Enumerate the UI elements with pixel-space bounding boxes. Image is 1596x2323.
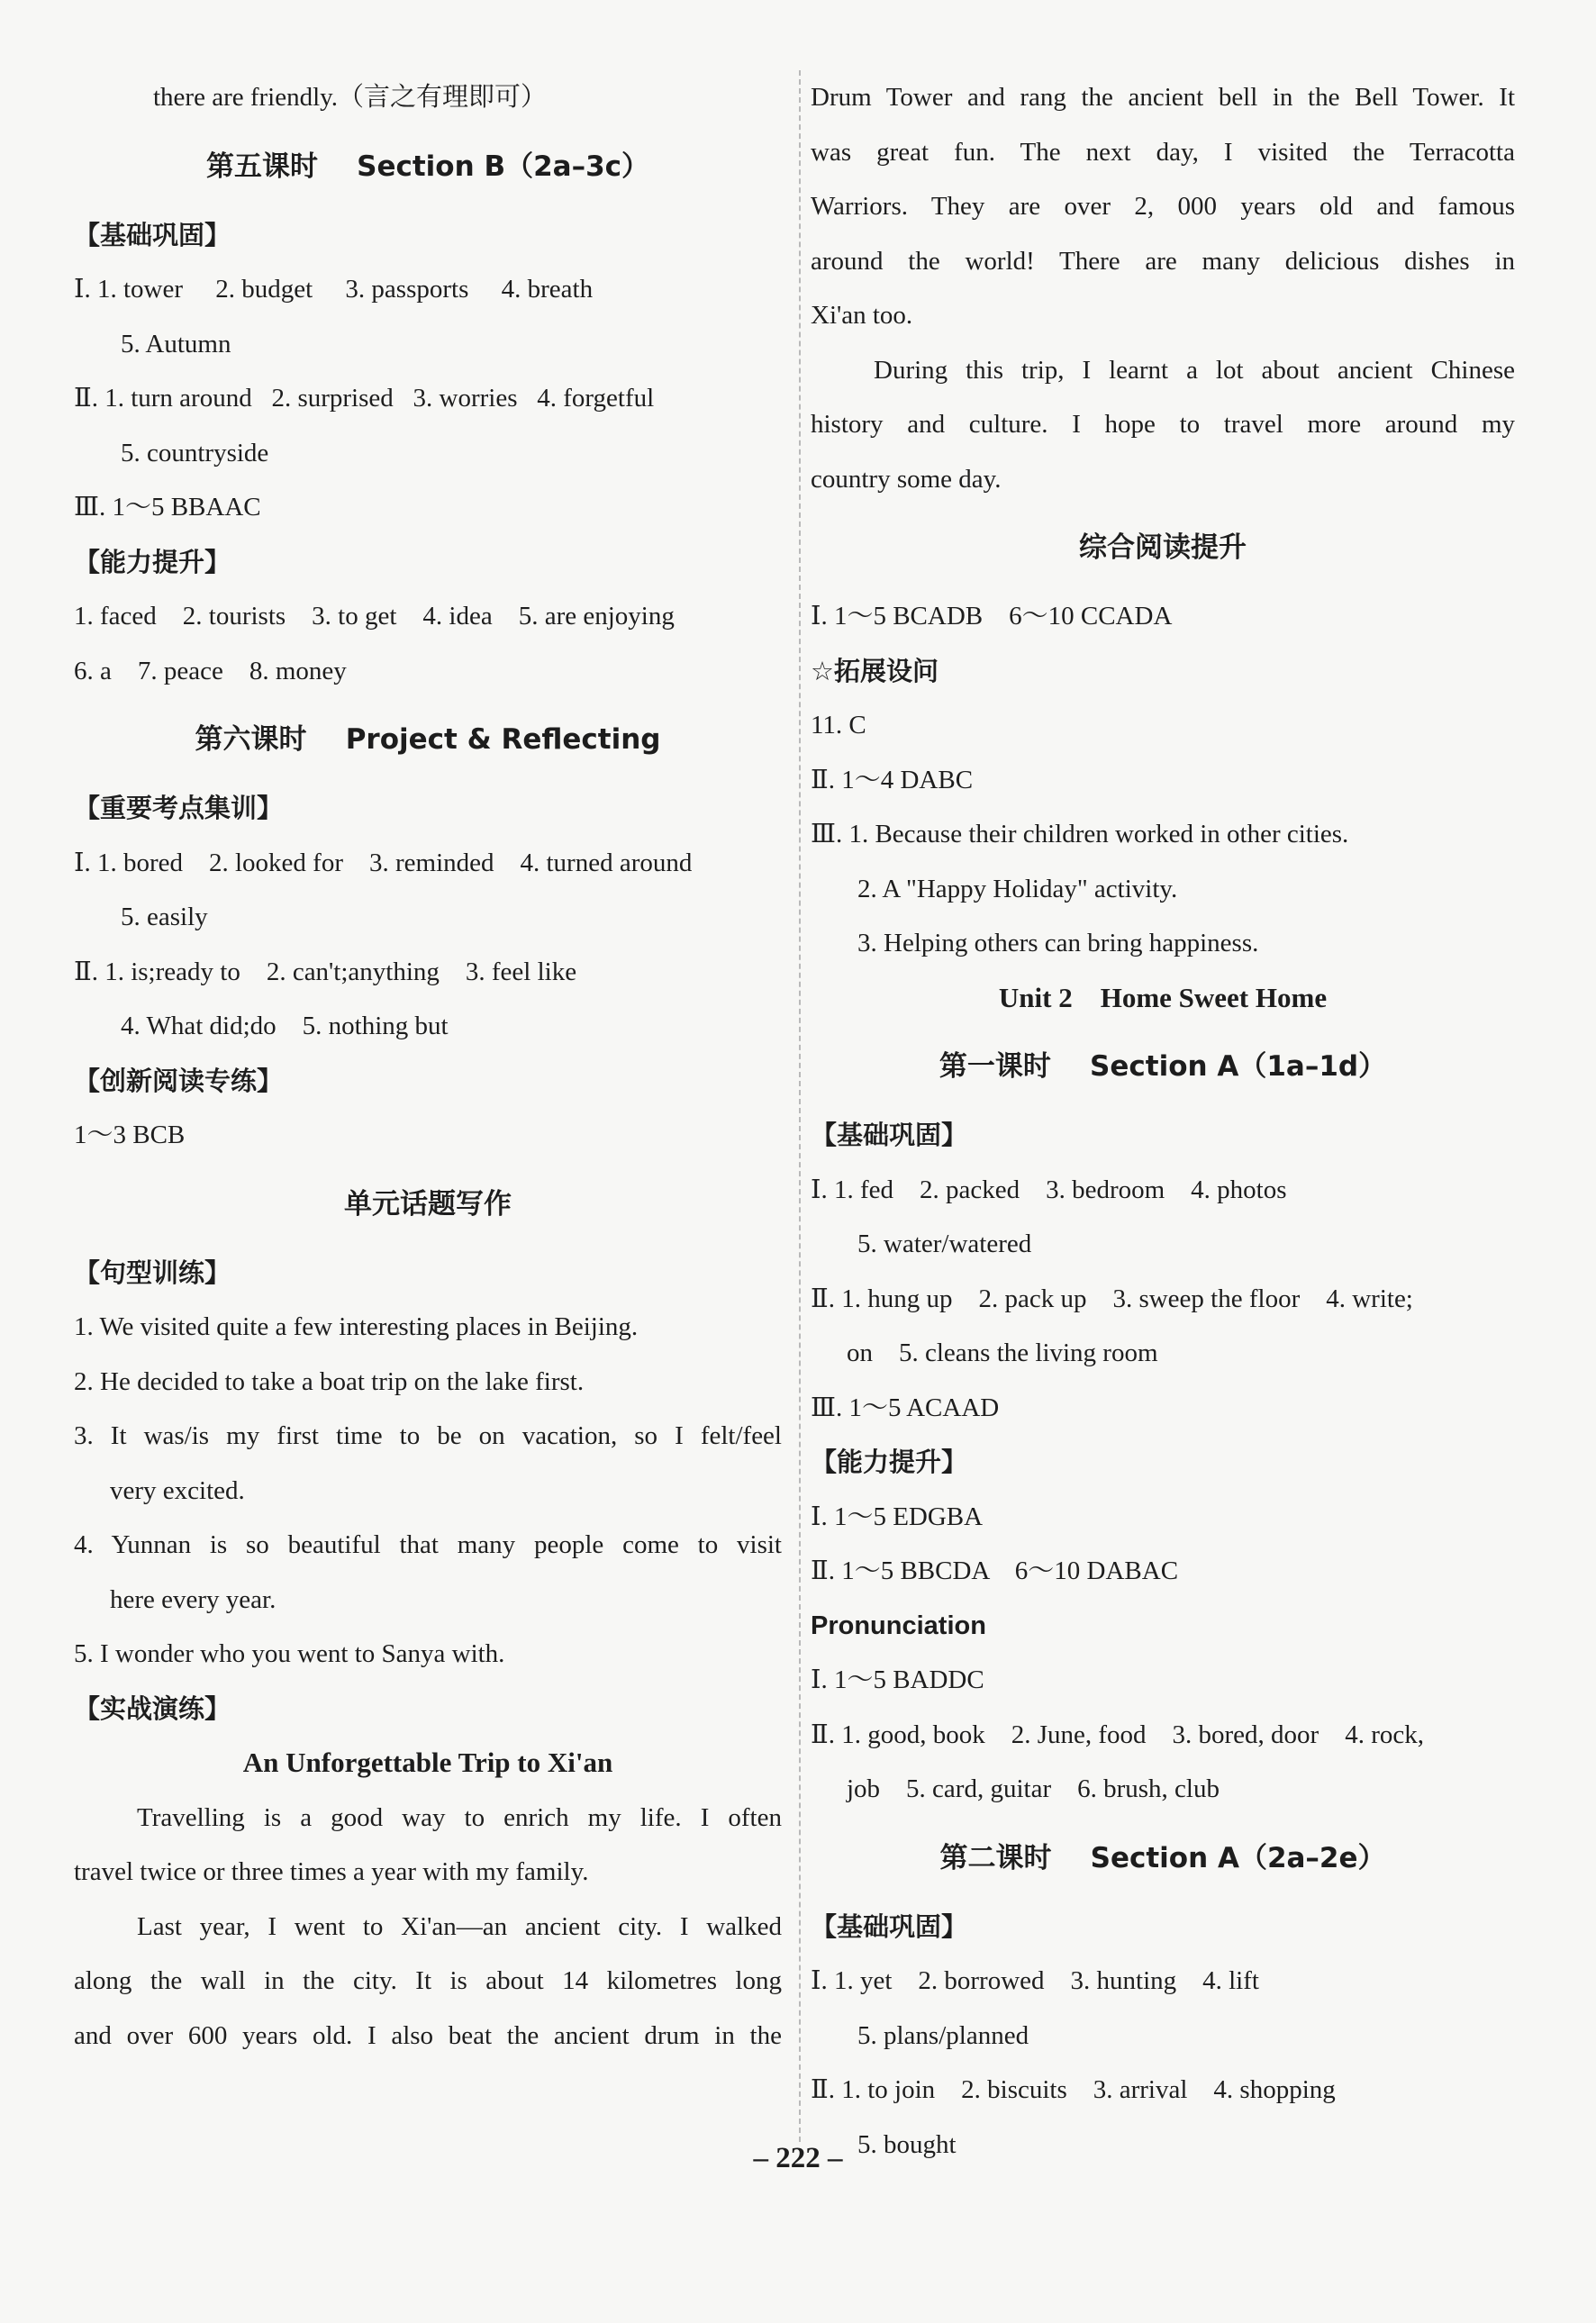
answer-line: here every year. (110, 1584, 277, 1614)
answer-line: 5. Autumn (121, 329, 231, 358)
answer-line: 5. water/watered (857, 1230, 1032, 1258)
exercise-heading: 【基础巩固】 (811, 1120, 968, 1150)
answer-line: Ⅱ. 1. turn around 2. surprised 3. worries 4. forgetful (74, 384, 655, 413)
text-line: and over 600 years old. I also beat the ancient drum in the (74, 2020, 782, 2050)
answer-line: Ⅱ. 1. good, book 2. June, food 3. bored, door 4. rock, (811, 1720, 1424, 1749)
answer-line: 5. bought (857, 2129, 957, 2159)
answer-line: 5. I wonder who you went to Sanya with. (74, 1639, 505, 1668)
answer-line: 3. Helping others can bring happiness. (857, 929, 1259, 957)
text-line: along the wall in the city. It is about 14 kilometres long (74, 1966, 782, 1995)
unit-title: Unit 2 Home Sweet Home (998, 981, 1328, 1013)
answer-line: job 5. card, guitar 6. brush, club (847, 1774, 1220, 1803)
answer-line: Ⅲ. 1. Because their children worked in other cities. (811, 820, 1349, 848)
essay-title: An Unforgettable Trip to Xi'an (242, 1747, 613, 1778)
exercise-heading: 【重要考点集训】 (74, 793, 284, 823)
exercise-heading: 【能力提升】 (811, 1447, 968, 1477)
exercise-heading: ☆拓展设问 (811, 655, 939, 686)
answer-line: Ⅱ. 1. is;ready to 2. can't;anything 3. feel like (74, 957, 577, 986)
right-column (811, 70, 1515, 2172)
text-line: was great fun. The next day, I visited the Terracotta (811, 137, 1515, 167)
answer-line: on 5. cleans the living room (847, 1338, 1158, 1367)
answer-line: Ⅰ. 1～5 EDGBA (811, 1502, 984, 1531)
exercise-heading: Pronunciation (811, 1611, 986, 1640)
exercise-heading: 【能力提升】 (74, 546, 231, 577)
answer-line: 5. easily (121, 903, 208, 931)
paragraph-first-line: Last year, I went to Xi'an—an ancient city. I walked (137, 1911, 782, 1941)
exercise-heading: 【句型训练】 (74, 1257, 231, 1288)
exercise-heading: 【基础巩固】 (811, 1910, 968, 1942)
answer-line: 11. C (811, 711, 866, 740)
exercise-heading: 【创新阅读专练】 (74, 1065, 284, 1096)
answer-line: there are friendly.（言之有理即可） (153, 83, 548, 112)
answer-line: Ⅱ. 1. to join 2. biscuits 3. arrival 4. shopping (811, 2075, 1336, 2104)
answer-line: country some day. (811, 464, 1002, 494)
answer-line: Ⅰ. 1. fed 2. packed 3. bedroom 4. photos (811, 1175, 1287, 1204)
answer-line: 6. a 7. peace 8. money (74, 656, 347, 685)
answer-line: Ⅱ. 1～4 DABC (811, 765, 974, 794)
answer-line: very excited. (110, 1475, 245, 1505)
exercise-heading: 【实战演练】 (74, 1692, 231, 1724)
text-line: 3. It was/is my first time to be on vacation, so I felt/feel (74, 1421, 782, 1450)
paragraph-first-line: Travelling is a good way to enrich my life. I often (137, 1802, 782, 1832)
section-title: 单元话题写作 (344, 1187, 512, 1220)
answer-line: Ⅰ. 1～5 BADDC (811, 1665, 984, 1694)
left-column (74, 70, 782, 2063)
answer-line: travel twice or three times a year with my family. (74, 1857, 589, 1886)
section-title: 第一课时 Section A（1a–1d） (939, 1050, 1387, 1083)
answer-line: 5. plans/planned (857, 2020, 1029, 2050)
answer-line: Ⅰ. 1. yet 2. borrowed 3. hunting 4. lift (811, 1966, 1259, 1995)
answer-line: Ⅲ. 1～5 ACAAD (811, 1393, 1000, 1422)
section-title: 第六课时 Project & Reflecting (195, 723, 661, 756)
answer-line: Ⅰ. 1. bored 2. looked for 3. reminded 4. turned around (74, 848, 693, 877)
answer-line: Xi'an too. (811, 301, 913, 330)
answer-line: 1. We visited quite a few interesting places in Beijing. (74, 1312, 639, 1341)
section-title: 第五课时 Section B（2a–3c） (205, 150, 650, 183)
paragraph-first-line: During this trip, I learnt a lot about ancient Chinese (874, 355, 1515, 385)
text-line: Warriors. They are over 2, 000 years old and famous (811, 192, 1515, 221)
text-line: 4. Yunnan is so beautiful that many people come to visit (74, 1530, 782, 1559)
column-divider (799, 70, 801, 2142)
answer-line: 1～3 BCB (74, 1121, 186, 1149)
answer-line: 2. He decided to take a boat trip on the lake first. (74, 1366, 585, 1396)
text-line: around the world! There are many delicious dishes in (811, 246, 1515, 276)
page-number: – 222 – (753, 2142, 843, 2174)
answer-line: Ⅰ. 1. tower 2. budget 3. passports 4. breath (74, 275, 594, 304)
answer-line: 5. countryside (121, 438, 269, 467)
answer-line: 1. faced 2. tourists 3. to get 4. idea 5. are enjoying (74, 602, 675, 631)
answer-line: Ⅲ. 1～5 BBAAC (74, 493, 261, 522)
answer-line: Ⅱ. 1. hung up 2. pack up 3. sweep the floor 4. write; (811, 1284, 1413, 1313)
answer-line: 4. What did;do 5. nothing but (121, 1012, 449, 1040)
text-line: history and culture. I hope to travel more around my (811, 410, 1515, 439)
section-title: 第二课时 Section A（2a–2e） (939, 1841, 1386, 1874)
answer-line: Ⅱ. 1～5 BBCDA 6～10 DABAC (811, 1556, 1179, 1585)
exercise-heading: 【基础巩固】 (74, 219, 231, 250)
answer-line: 2. A "Happy Holiday" activity. (857, 874, 1178, 903)
section-title: 综合阅读提升 (1079, 531, 1247, 564)
text-line: Drum Tower and rang the ancient bell in the Bell Tower. It (811, 83, 1515, 112)
answer-line: Ⅰ. 1～5 BCADB 6～10 CCADA (811, 602, 1173, 631)
